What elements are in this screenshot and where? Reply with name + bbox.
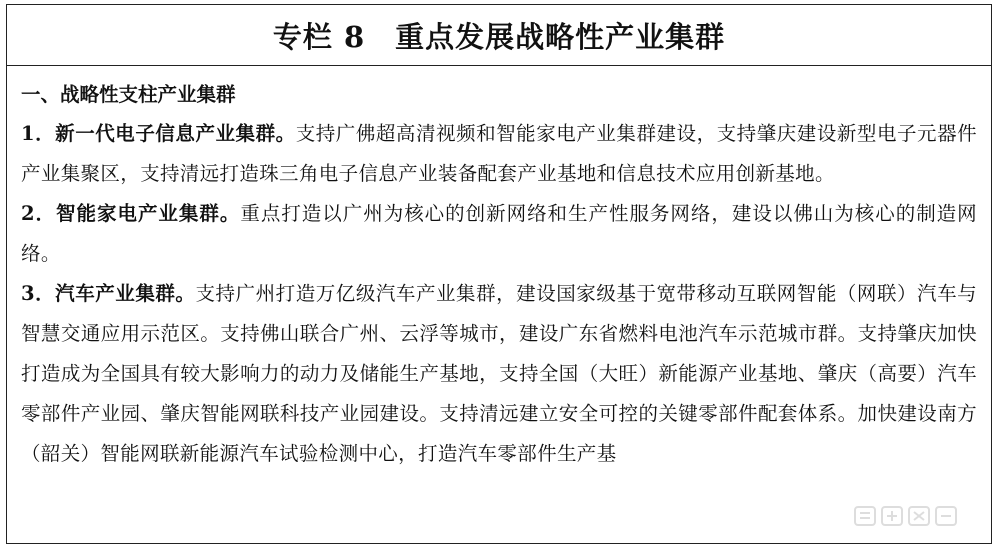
list-item-home-appliance xyxy=(21,194,977,274)
panel-title-text: 重点发展战略性产业集群 xyxy=(395,19,726,54)
panel-content xyxy=(7,66,991,474)
item-lead: 3．汽车产业集群。 xyxy=(21,282,196,305)
panel-title-prefix: 专栏 8 xyxy=(272,19,366,54)
list-item-electronics xyxy=(21,114,977,194)
item-body: 重点打造以广州为核心的创新网络和生产性服务网络，建设以佛山为核心的制造网络。 xyxy=(21,202,978,265)
panel-title-row xyxy=(7,5,991,66)
item-body: 支持广州打造万亿级汽车产业集群，建设国家级基于宽带移动互联网智能（网联）汽车与智慧交通应用示范区。支持佛山联合广州、云浮等城市，建设广东省燃料电池汽车示范城市群。支持肇庆加快打造成为全国具有较大影响力的动力及储能生产基地，支持全国（大旺）新能源产业基地、肇庆（高要）汽车零部件产业园、肇庆智能网联科技产业园建设。支持清远建立安全可控的关键零部件配套体系。加快建设南方（韶关）智能网联新能源汽车试验检测中心，打造汽车零部件生产基 xyxy=(21,282,977,465)
section-heading: 一、战略性支柱产业集群 xyxy=(21,83,236,106)
item-lead: 1．新一代电子信息产业集群。 xyxy=(21,122,296,145)
panel-title xyxy=(273,15,725,56)
item-lead: 2．智能家电产业集群。 xyxy=(21,202,241,225)
list-item-automotive xyxy=(21,274,977,474)
item-body: 支持广佛超高清视频和智能家电产业集群建设，支持肇庆建设新型电子元器件产业集聚区，支持清远打造珠三角电子信息产业装备配套产业基地和信息技术应用创新基地。 xyxy=(21,122,977,185)
column-panel xyxy=(6,4,992,544)
